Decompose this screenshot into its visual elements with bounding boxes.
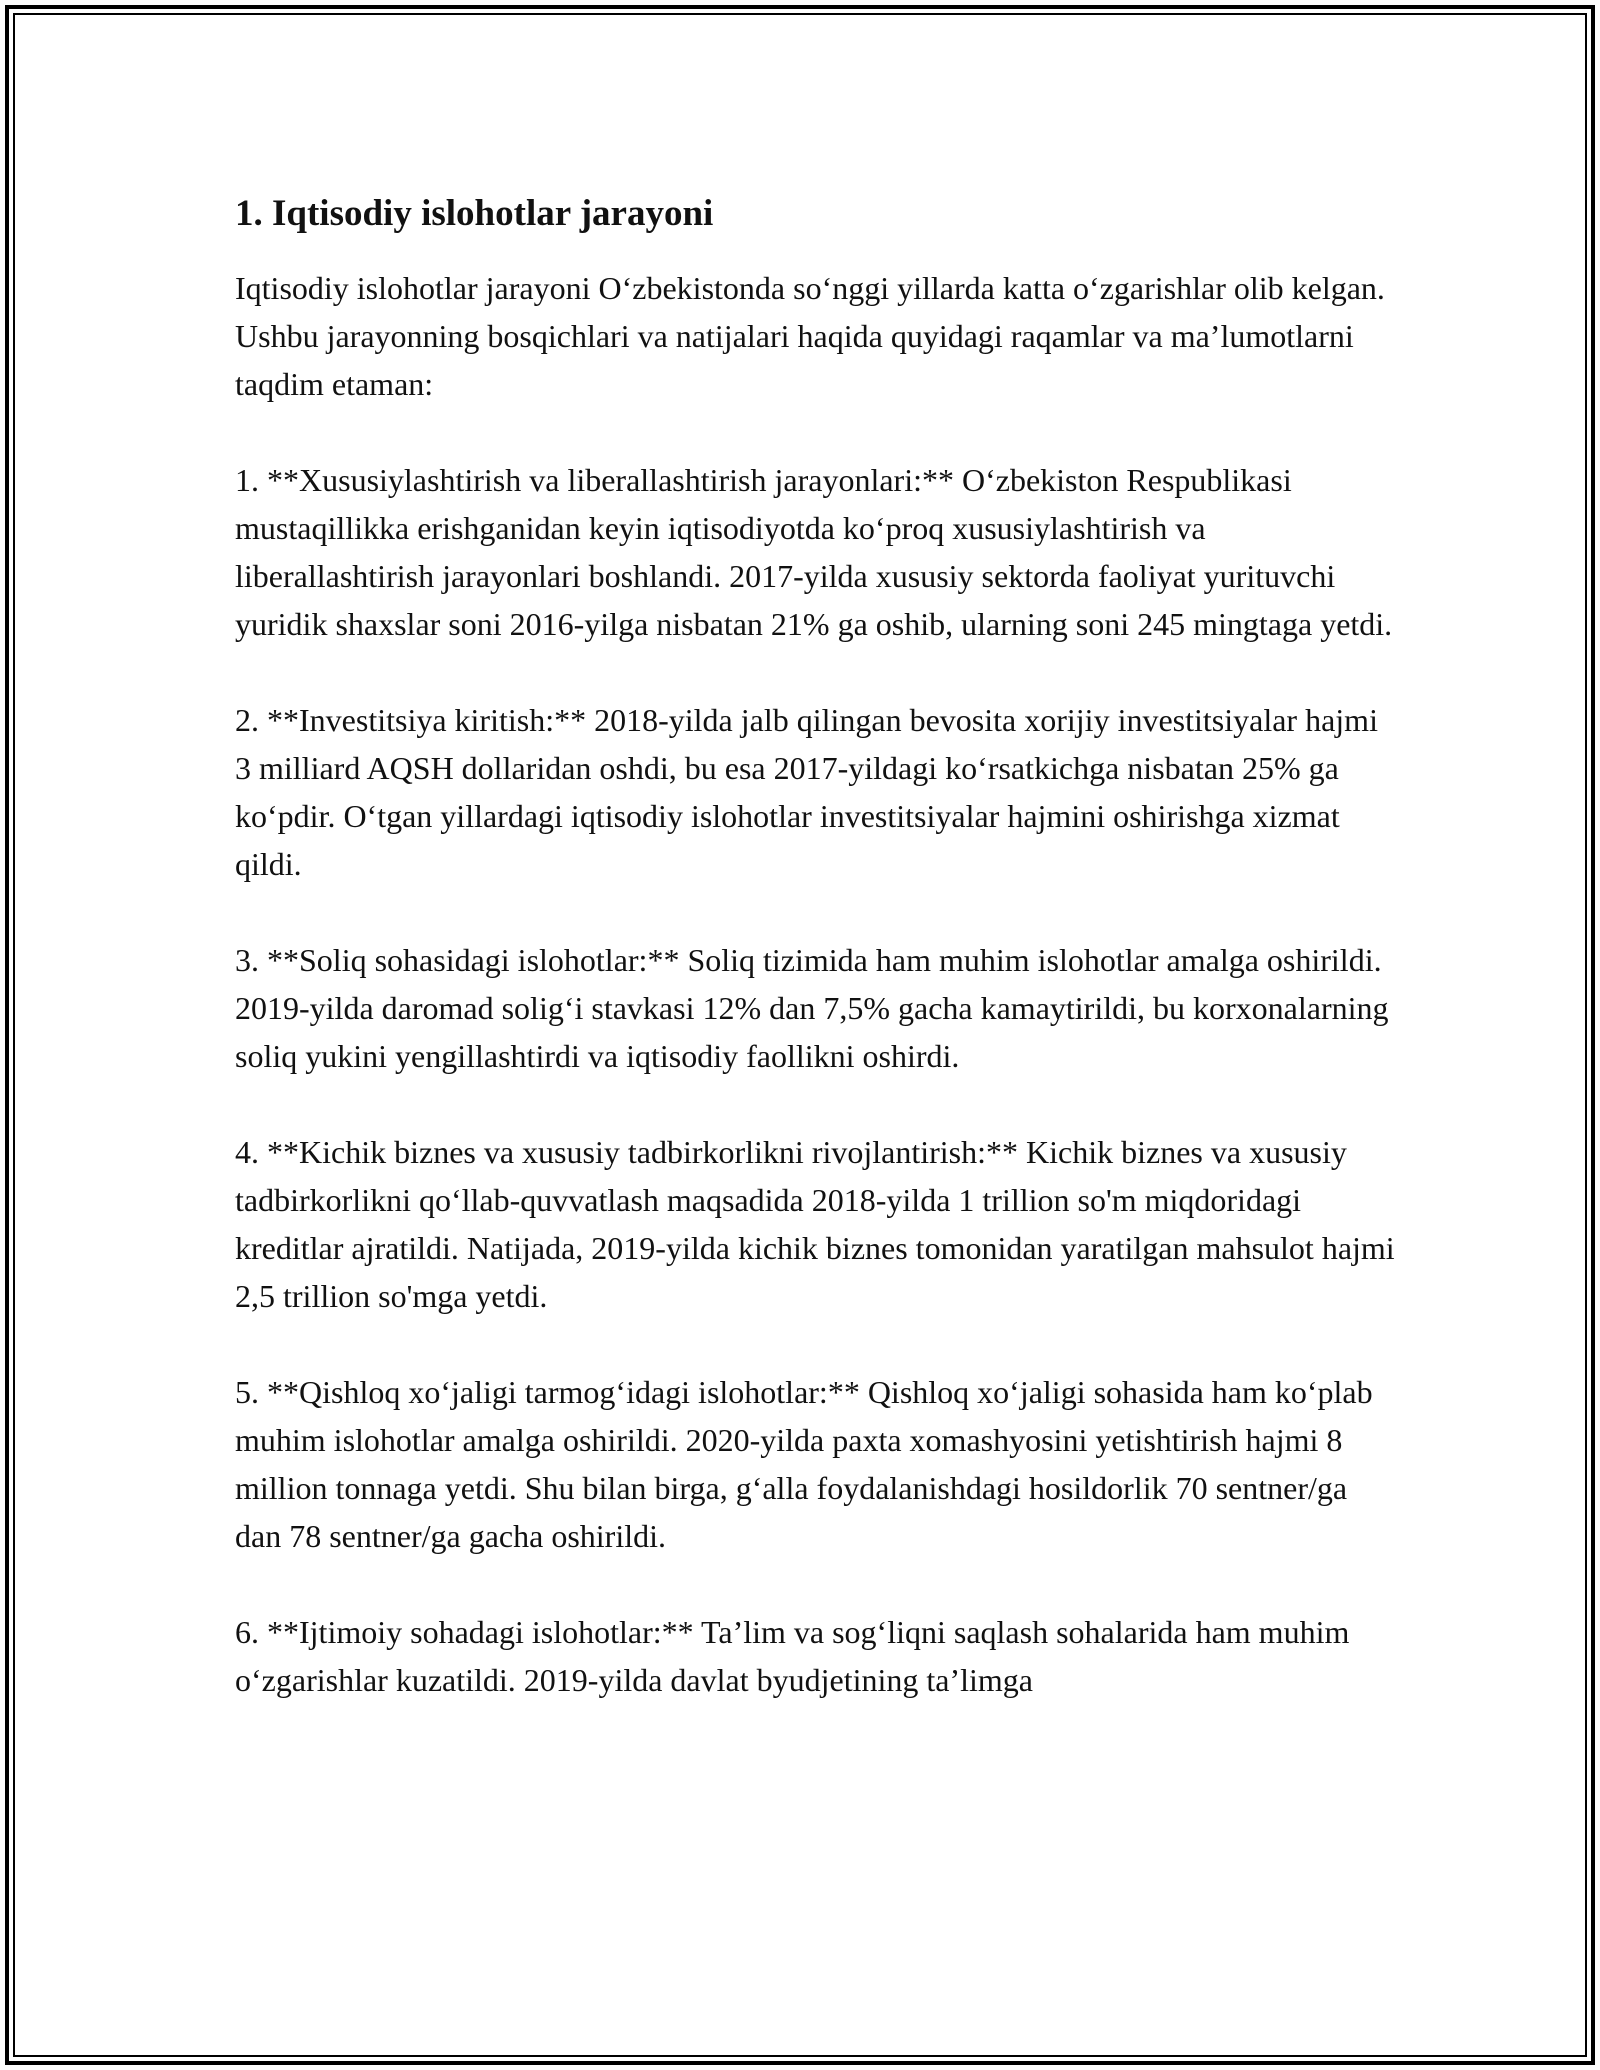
list-item-tax: 3. **Soliq sohasidagi islohotlar:** Soliq tizimida ham muhim islohotlar amalga oshirildi. 2019-yilda daromad solig‘i stavkasi 12% dan 7,5% gacha kamaytirildi, bu korxonalarning soliq yukini yengillashtirdi va iqtisodiy faollikni oshirdi. [235,942,1389,1075]
list-item-small-business: 4. **Kichik biznes va xususiy tadbirkorlikni rivojlantirish:** Kichik biznes va xususiy tadbirkorlikni qo‘llab-quvvatlash maqsadida 2018-yilda 1 trillion so'm miqdoridagi kreditlar ajratildi. Natijada, 2019-yilda kichik biznes tomonidan yaratilgan mahsulot hajmi 2,5 trillion so'mga yetdi. [235,1134,1395,1315]
list-item-privatization: 1. **Xususiylashtirish va liberallashtirish jarayonlari:** O‘zbekiston Respublikasi mustaqillikka erishganidan keyin iqtisodiyotda ko‘proq xususiylashtirish va liberallashtirish jarayonlari boshlandi. 2017-yilda xususiy sektorda faoliyat yurituvchi yuridik shaxslar soni 2016-yilga nisbatan 21% ga oshib, ularning soni 245 mingtaga yetdi. [235,462,1393,643]
list-item-agriculture: 5. **Qishloq xo‘jaligi tarmog‘idagi islohotlar:** Qishloq xo‘jaligi sohasida ham ko‘plab muhim islohotlar amalga oshirildi. 2020-yilda paxta xomashyosini yetishtirish hajmi 8 million tonnaga yetdi. Shu bilan birga, g‘alla foydalanishdagi hosildorlik 70 sentner/ga dan 78 sentner/ga gacha oshirildi. [235,1374,1373,1555]
list-item-social: 6. **Ijtimoiy sohadagi islohotlar:** Ta’lim va sog‘liqni saqlash sohalarida ham muhim o‘zgarishlar kuzatildi. 2019-yilda davlat byudjetining ta’limga [235,1614,1350,1699]
document-body [235,180,1395,1704]
intro-paragraph: Iqtisodiy islohotlar jarayoni O‘zbekistonda so‘nggi yillarda katta o‘zgarishlar olib kelgan. Ushbu jarayonning bosqichlari va natijalari haqida quyidagi raqamlar va ma’lumotlarni taqdim etaman: [235,270,1385,403]
section-title: 1. Iqtisodiy islohotlar jarayoni [235,193,714,234]
list-item-investment: 2. **Investitsiya kiritish:** 2018-yilda jalb qilingan bevosita xorijiy investitsiyalar hajmi 3 milliard AQSH dollaridan oshdi, bu esa 2017-yildagi ko‘rsatkichga nisbatan 25% ga ko‘pdir. O‘tgan yillardagi iqtisodiy islohotlar investitsiyalar hajmini oshirishga xizmat qildi. [235,702,1378,883]
